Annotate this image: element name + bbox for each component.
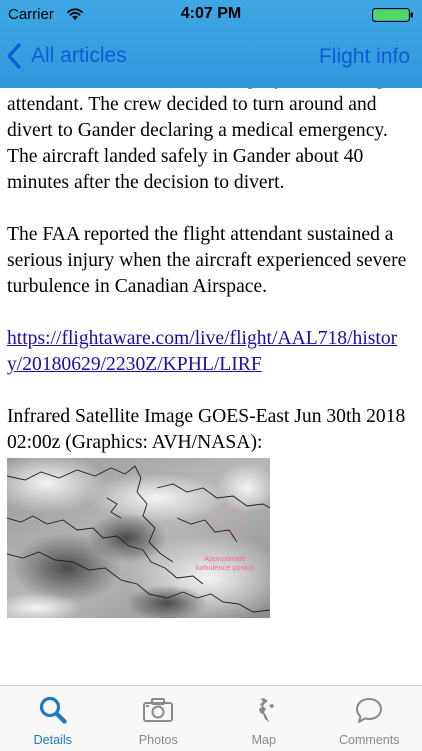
annotation-line1: Approximate <box>204 554 246 563</box>
article-link-paragraph <box>7 326 412 378</box>
image-caption: Infrared Satellite Image GOES-East Jun 30th 2018 02:00z (Graphics: AVH/NASA): <box>7 404 412 456</box>
carrier-label: Carrier <box>8 6 54 23</box>
tab-label: Photos <box>106 733 212 747</box>
status-time: 4:07 PM <box>0 5 422 23</box>
comment-icon <box>352 695 386 725</box>
tab-label: Details <box>0 733 106 747</box>
tab-map[interactable] <box>211 686 317 751</box>
back-button[interactable] <box>6 38 127 74</box>
chevron-left-icon <box>6 43 22 69</box>
tab-label: Comments <box>317 733 422 747</box>
tab-comments[interactable] <box>317 686 422 751</box>
tab-details[interactable] <box>0 686 106 751</box>
flightaware-link[interactable]: https://flightaware.com/live/flight/AAL718/history/20180629/2230Z/KPHL/LIRF <box>7 328 397 375</box>
camera-icon <box>141 695 175 725</box>
tab-label: Map <box>211 733 317 747</box>
battery-icon <box>372 8 414 22</box>
navigation-bar <box>0 30 422 88</box>
article-paragraph: The FAA reported the flight attendant sustained a serious injury when the aircraft experienced severe turbulence in Canadian Airspace. <box>7 222 412 300</box>
back-button-label: All articles <box>31 44 127 68</box>
satellite-image[interactable] <box>7 458 270 618</box>
annotation-line2: turbulence posion <box>195 563 254 572</box>
status-bar <box>0 0 422 30</box>
article-body <box>7 66 412 618</box>
map-icon <box>247 695 281 725</box>
tab-bar <box>0 685 422 751</box>
article-paragraph: attendant. The crew decided to turn around and divert to Gander declaring a medical emergency. The aircraft landed safely in Gander about 40 minutes after the decision to divert. <box>7 66 412 196</box>
tab-photos[interactable] <box>106 686 212 751</box>
flight-info-button[interactable]: Flight info <box>319 45 410 69</box>
search-icon <box>36 695 70 725</box>
